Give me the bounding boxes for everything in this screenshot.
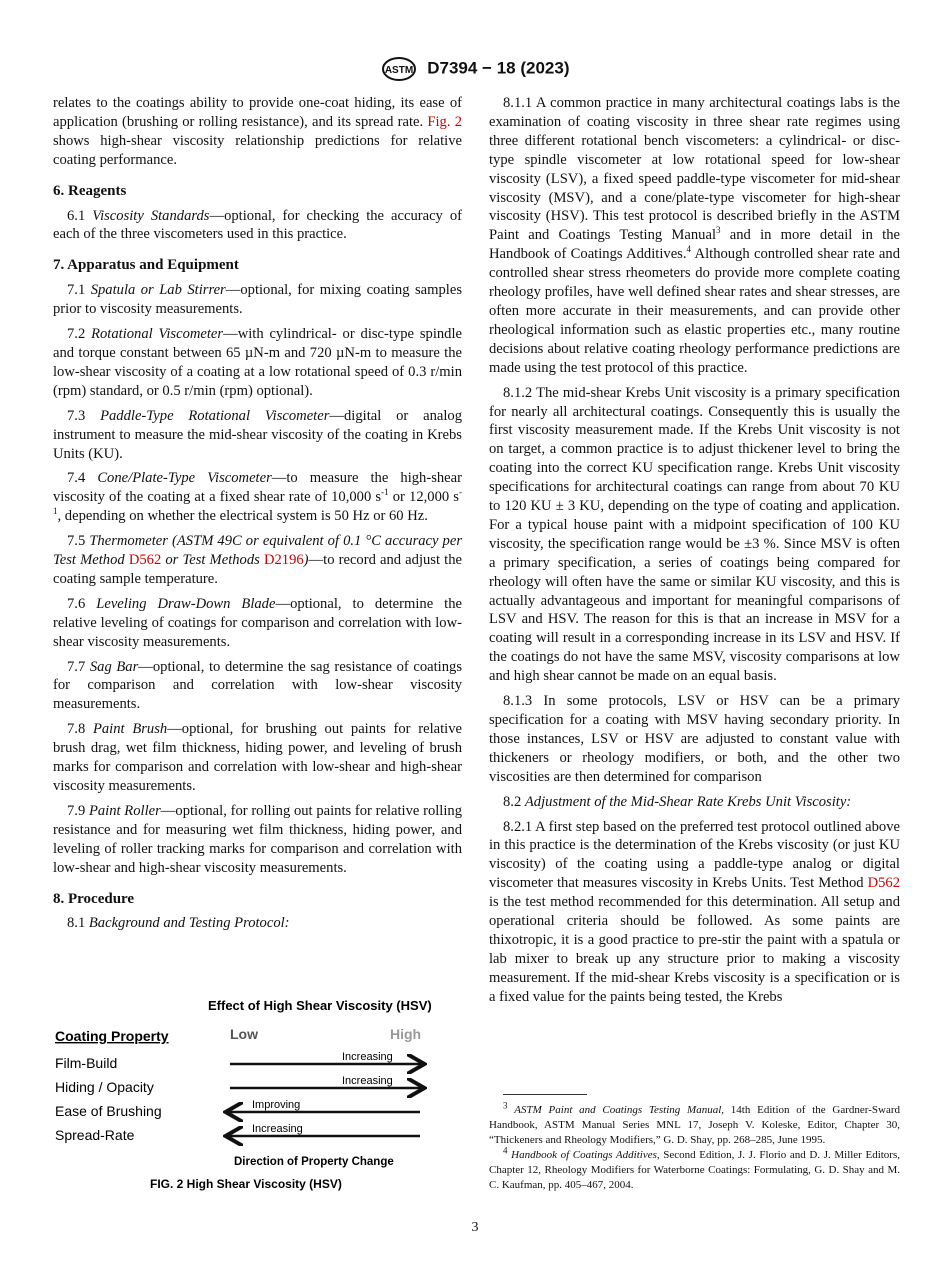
text-run: shows high-shear viscosity relationship predictions for relative coating performance.	[53, 132, 462, 168]
section-heading	[53, 890, 462, 909]
text-run: —optional, for mixing coating samples prior to viscosity measurements.	[53, 282, 462, 318]
text-run: 8.2.1 A first step based on the preferred test protocol outlined above in this practice is the determination of the Krebs viscosity (or just KU viscosity) of the coating using a paddle-type analog or digital viscometer that measures viscosity in Krebs Units. Test Method	[489, 818, 900, 892]
superscript: -1	[53, 487, 462, 517]
footnotes	[489, 1100, 900, 1193]
paragraph	[53, 595, 462, 652]
text-run: —optional, for brushing out paints for relative brush drag, wet film thickness, hiding power, and leveling of brush marks for comparison and correlation with low-shear and high-shear viscosity measurements.	[53, 721, 462, 794]
paragraph	[53, 94, 462, 170]
text-run: , Second Edition, J. J. Florio and D. J. Miller Editors, Chapter 12, Rheology Modifiers for Waterborne Coatings: Formulating, G. D. Shay and M. C. Kaufman, pp. 405–467, 2004.	[489, 1149, 900, 1191]
text-run: Paint Roller	[88, 802, 161, 819]
text-run: or Test Methods	[161, 552, 264, 569]
text-run: 7.7	[67, 658, 90, 675]
text-run: 7.2	[67, 326, 92, 343]
paragraph	[53, 207, 462, 245]
footnote-rule	[503, 1094, 587, 1095]
text-run: —optional, for rolling out paints for relative rolling resistance and for measuring wet film thickness, hiding power, and leveling of roller tracking marks for comparison and correlation with low-shear and high-shear viscosity measurements.	[53, 802, 463, 876]
property-label: Hiding / Opacity	[55, 1079, 154, 1095]
text-run: or 12,000 s	[388, 489, 459, 506]
page-number: 3	[471, 1220, 479, 1235]
paragraph	[489, 1145, 900, 1193]
text-run: 7.8	[67, 721, 93, 738]
paragraph	[53, 281, 462, 319]
text-run: —with cylindrical- or disc-type spindle and torque constant between 65 µN-m and 720 µN-m to measure the low-shear viscosity of a coating at a low rotational speed of 0.3 r/min (rpm) standard, or 0.5 r/min (rpm) optional).	[53, 326, 463, 399]
paragraph	[53, 407, 462, 464]
paragraph	[489, 793, 900, 812]
text-run: Paint Brush	[92, 721, 168, 738]
text-run: 7. Apparatus and Equipment	[53, 257, 239, 274]
section-heading	[53, 182, 462, 201]
arrow-label: Increasing	[252, 1123, 303, 1135]
designation: D7394 − 18 (2023)	[427, 58, 570, 78]
axis-label: Direction of Property Change	[234, 1156, 394, 1168]
figure-2	[40, 990, 480, 1200]
paragraph	[489, 692, 900, 787]
arrow-label: Increasing	[342, 1051, 393, 1063]
text-run: Leveling Draw-Down Blade	[96, 595, 276, 612]
property-label: Film-Build	[55, 1055, 118, 1071]
arrow-label: Improving	[252, 1099, 301, 1111]
paragraph	[489, 384, 900, 687]
text-run: is the test method recommended for this determination. All setup and operational criteria should be followed. As some paints are thixotropic, it is a good practice to pre-stir the paint with a spatula or lab mixer to break up any structure prior to making a viscosity measurement. If the mid-shear Krebs viscosity is a specification or is a fixed value for the paints being tested, the Krebs	[489, 894, 900, 1005]
text-run: Adjustment of the Mid-Shear Rate Krebs Unit Viscosity:	[524, 793, 852, 810]
figure-caption: FIG. 2 High Shear Viscosity (HSV)	[150, 1177, 342, 1191]
text-run: 8.2	[503, 793, 525, 810]
text-run: , depending on whether the electrical system is 50 Hz or 60 Hz.	[57, 508, 428, 525]
text-run: 8.1	[67, 915, 89, 932]
reference-link[interactable]: D562	[867, 875, 900, 892]
text-run: Thermometer (ASTM 49C or equivalent of 0.1 °C accuracy per Test Method	[53, 533, 463, 569]
section-heading	[53, 256, 462, 275]
text-run: 6.1	[67, 207, 93, 224]
reference-link[interactable]: D562	[128, 552, 162, 569]
text-run: 7.4	[67, 470, 98, 487]
paragraph	[489, 818, 900, 1007]
superscript: 3	[716, 225, 721, 236]
property-label: Ease of Brushing	[55, 1103, 162, 1119]
paragraph	[53, 325, 462, 401]
paragraph	[53, 658, 462, 715]
text-run: —optional, for checking the accuracy of each of the three viscometers used in this practice.	[53, 207, 462, 243]
text-run: 8.1.2 The mid-shear Krebs Unit viscosity is a primary specification for nearly all architectural coatings. Consequently this is usually the first viscosity measurement made. If the Krebs Unit viscosity is not on target, a common practice is to adjust thickener level to bring the coating into the correct KU specification range. Krebs Unit viscosity specifications for architectural coatings can range from about 70 KU to 120 KU ± 3 KU, depending on the type of coating and application. For a typical house paint with a midpoint specification of 100 KU viscosity, the specification range would be ±3 %. Since MSV is often a primary specification, a series of coatings being compared for rheology will often have the same or similar KU viscosity, and this is actually advantageous and important for meaningful comparisons of LSV and HSV. The reason for this is that an increase in MSV for a coating will result in a corresponding increase in its LSV and HSV. If the coatings do not have the same MSV, viscosity comparisons at low and high shear cannot be made on an equal basis.	[489, 384, 900, 685]
reference-link[interactable]: D2196	[263, 552, 304, 569]
high-label: High	[390, 1026, 422, 1042]
low-label: Low	[230, 1026, 258, 1042]
text-run: 8. Procedure	[53, 890, 135, 907]
reference-link[interactable]: Fig. 2	[427, 113, 462, 130]
arrow-label: Increasing	[342, 1075, 393, 1087]
text-run: 8.1.1 A common practice in many architectural coatings labs is the examination of coating viscosity in three shear rate regimes using three different rotational bench viscometers: a cylindrical- or disc-type spindle viscometer at low rotational speed for low-shear viscosity (LSV), a fixed speed paddle-type viscometer for mid-shear viscosity (MSV), and a cone/plate-type viscometer for high-shear viscosity (HSV). This test protocol is described briefly in the ASTM Paint and Coatings Testing Manual	[489, 95, 900, 244]
paragraph	[53, 914, 462, 933]
text-run: Spatula or Lab Stirrer	[90, 282, 226, 299]
text-run: Sag Bar	[89, 658, 139, 675]
property-label: Spread-Rate	[55, 1127, 135, 1143]
paragraph	[53, 720, 462, 796]
text-run: 7.5	[67, 533, 90, 550]
text-run: 6. Reagents	[53, 182, 127, 199]
text-run: Cone/Plate-Type Viscometer	[97, 470, 272, 487]
document-header	[0, 56, 950, 82]
text-run: )	[303, 552, 309, 569]
text-run: 7.1	[67, 282, 91, 299]
astm-logo-icon	[381, 56, 417, 82]
figure-title: Effect of High Shear Viscosity (HSV)	[208, 998, 432, 1013]
text-run: Rotational Viscometer	[91, 326, 224, 343]
text-run: Paddle-Type Rotational Viscometer	[100, 407, 330, 424]
text-run: —digital or analog instrument to measure the mid-shear viscosity of the coating in Krebs Units (KU).	[53, 407, 462, 462]
text-run: relates to the coatings ability to provide one-coat hiding, its ease of application (brushing or rolling resistance), and its spread rate.	[53, 95, 462, 130]
paragraph	[489, 94, 900, 378]
superscript: 4	[503, 1145, 508, 1156]
text-run: 8.1.3 In some protocols, LSV or HSV can be a primary specification for a coating with MSV having secondary priority. In those instances, LSV or HSV are adjusted to constant value with thickeners or rheology modifiers, or both, and the other two viscosities are then determined for comparison	[489, 693, 900, 785]
text-run: , 14th Edition of the Gardner-Sward Handbook, ASTM Manual Series MNL 17, Joseph V. Koleske, Editor, Chapter 30, “Thickeners and Rheology Modifiers,” G. D. Shay, pp. 268–285, June 1995.	[489, 1104, 900, 1146]
paragraph	[53, 802, 462, 878]
superscript: 4	[686, 244, 691, 255]
text-run: 7.6	[67, 595, 97, 612]
text-run: Although controlled shear rate and controlled shear stress rheometers do provide more complete coating rheology profiles, have well defined shear rates and shear stresses, are often more accurate in their measurements, and can provide other rheological information such as elastic properties etc., many routine decisions about relative coating rheology performance predictions are made using the test protocol of this practice.	[489, 246, 900, 376]
text-run: Background and Testing Protocol:	[88, 915, 290, 932]
text-run: 7.3	[67, 407, 101, 424]
superscript: 3	[503, 1100, 508, 1111]
paragraph	[53, 532, 462, 589]
text-run: Viscosity Standards	[92, 207, 210, 224]
text-run: and in more detail in the Handbook of Coatings Additives.	[489, 227, 900, 263]
right-column	[489, 94, 900, 1013]
text-run: Handbook of Coatings Additives	[511, 1149, 657, 1161]
property-header: Coating Property	[55, 1028, 169, 1044]
paragraph	[53, 469, 462, 526]
text-run: 7.9	[67, 802, 89, 819]
text-run: —to record and adjust the coating sample temperature.	[53, 552, 462, 587]
svg-text:ASTM: ASTM	[384, 65, 413, 76]
text-run: —optional, to determine the sag resistance of coatings for comparison and correlation with low-shear viscosity measurements.	[53, 658, 463, 713]
paragraph	[489, 1100, 900, 1148]
superscript: -1	[381, 487, 389, 498]
text-run: —optional, to determine the relative leveling of coatings for comparison and correlation with low-shear viscosity measurements.	[53, 595, 463, 650]
text-run: —to measure the high-shear viscosity of the coating at a fixed shear rate of 10,000 s	[53, 470, 463, 506]
left-column	[53, 94, 462, 939]
text-run: ASTM Paint and Coatings Testing Manual	[514, 1104, 722, 1116]
